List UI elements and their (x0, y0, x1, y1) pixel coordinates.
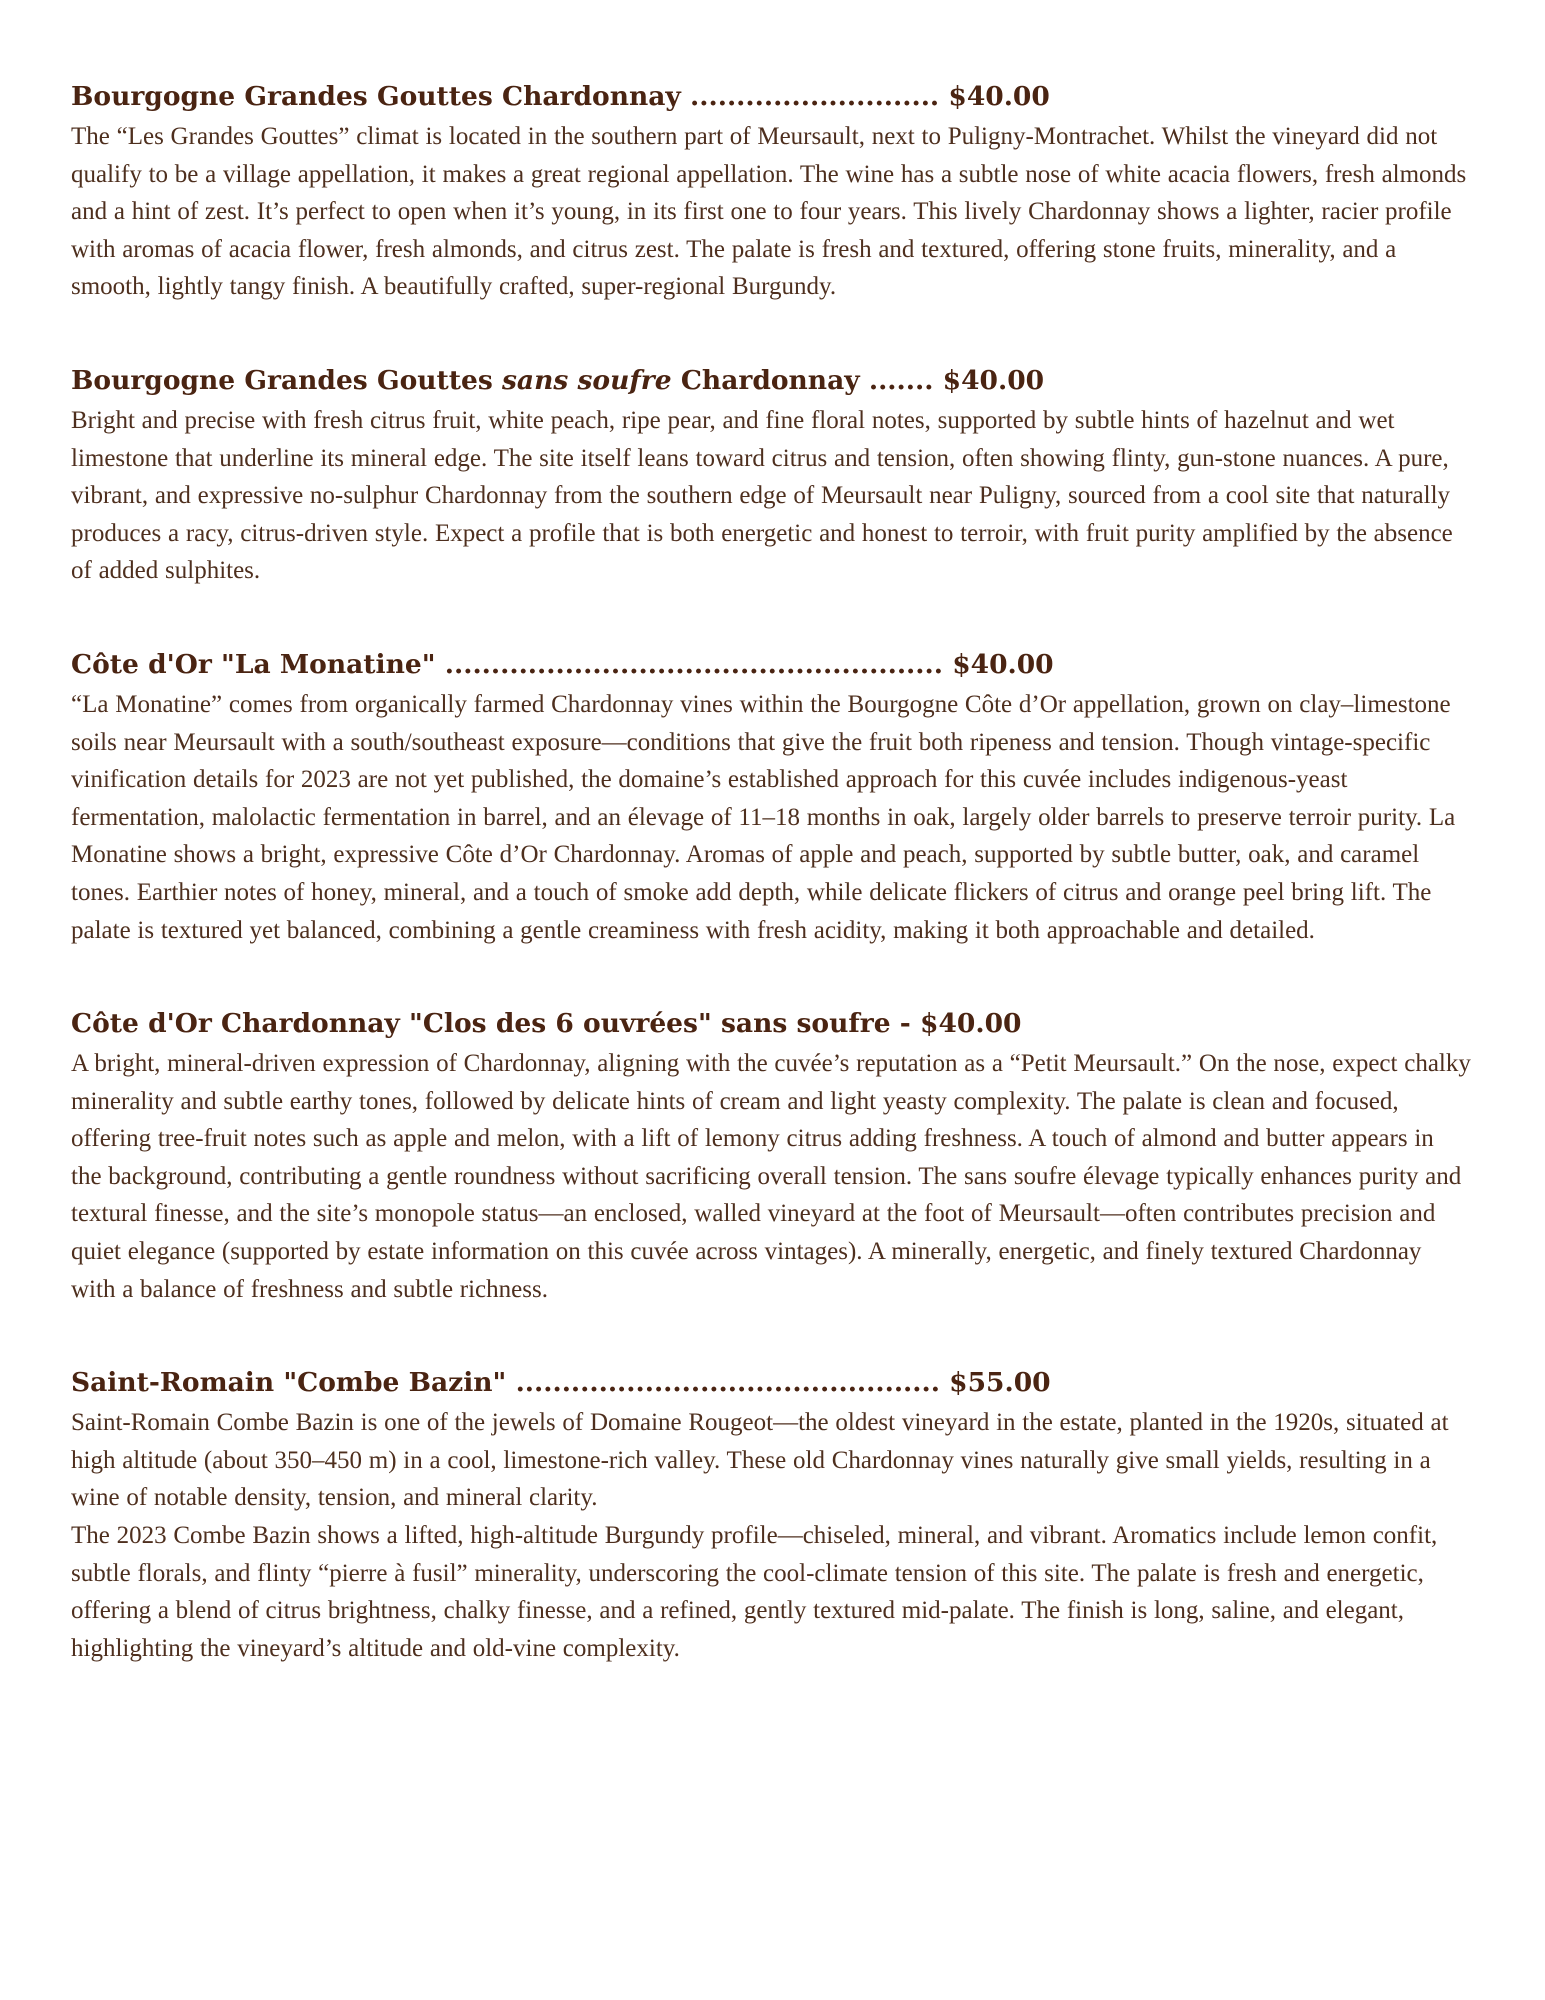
wine-description: Saint-Romain Combe Bazin is one of the jewels of Domaine Rougeot—the oldest vineyard in the estate, planted in the 1920s, situated at high altitude (about 350–450 m) in a cool, limestone-rich valley. These old Chardonnay vines naturally give small yields, resulting in a wine of notable density, tension, and mineral clarity. The 2023 Combe Bazin shows a lifted, high-altitude Burgundy profile—chiseled, mineral, and vibrant. Aromatics include lemon confit, subtle florals, and flinty “pierre à fusil” minerality, underscoring the cool-climate tension of this site. The palate is fresh and energetic, offering a blend of citrus brightness, chalky finesse, and a refined, gently textured mid-palate. The finish is long, saline, and elegant, highlighting the vineyard’s altitude and old-vine complexity. (71, 1409, 1449, 1662)
wine-title: Côte d'Or "La Monatine" ...................................................... $40.00 (71, 648, 1054, 680)
dot-leader: .............................................. (515, 1367, 940, 1399)
wine-title: Saint-Romain "Combe Bazin" .............................................. $55.00 (71, 1367, 1051, 1399)
dot-leader: ...................................................... (444, 648, 943, 680)
wine-entry (71, 1364, 1471, 1667)
wine-price: $40.00 (942, 648, 1054, 680)
dot-leader: ........................... (690, 81, 940, 112)
wine-entry (71, 1005, 1471, 1308)
wine-title: Bourgogne Grandes Gouttes sans soufre Chardonnay ....... $40.00 (71, 364, 1045, 396)
wine-title: Côte d'Or Chardonnay "Clos des 6 ouvrées" sans soufre - $40.00 (71, 1008, 1022, 1040)
wine-entry (71, 78, 1471, 306)
wine-description: A bright, mineral-driven expression of Chardonnay, aligning with the cuvée’s reputation as a “Petit Meursault.” On the nose, expect chalky minerality and subtle earthy tones, followed by delicate hints of cream and light yeasty complexity. The palate is clean and focused, offering tree-fruit notes such as apple and melon, with a lift of lemony citrus adding freshness. A touch of almond and butter appears in the background, contributing a gentle roundness without sacrificing overall tension. The sans soufre élevage typically enhances purity and textural finesse, and the site’s monopole status—an enclosed, walled vineyard at the foot of Meursault—often contributes precision and quiet elegance (supported by estate information on this cuvée across vintages). A minerally, energetic, and finely textured Chardonnay with a balance of freshness and subtle richness. (71, 1050, 1471, 1303)
wine-entry (71, 646, 1471, 949)
wine-price: $40.00 (933, 364, 1045, 396)
wine-title: Bourgogne Grandes Gouttes Chardonnay ........................... $40.00 (71, 81, 1050, 112)
wine-price: $55.00 (939, 1367, 1051, 1399)
dot-leader: ....... (868, 364, 934, 396)
wine-description: Bright and precise with fresh citrus fruit, white peach, ripe pear, and fine floral notes, supported by subtle hints of hazelnut and wet limestone that underline its mineral edge. The site itself leans toward citrus and tension, often showing flinty, gun-stone nuances. A pure, vibrant, and expressive no-sulphur Chardonnay from the southern edge of Meursault near Puligny, sourced from a cool site that naturally produces a racy, citrus-driven style. Expect a profile that is both energetic and honest to terroir, with fruit purity amplified by the absence of added sulphites. (71, 406, 1453, 585)
wine-list-page (71, 78, 1471, 1723)
wine-entry (71, 362, 1471, 590)
wine-description: The “Les Grandes Gouttes” climat is located in the southern part of Meursault, next to Puligny-Montrachet. Whilst the vineyard did not qualify to be a village appellation, it makes a great regional appellation. The wine has a subtle nose of white acacia flowers, fresh almonds and a hint of zest. It’s perfect to open when it’s young, in its first one to four years. This lively Chardonnay shows a lighter, racier profile with aromas of acacia flower, fresh almonds, and citrus zest. The palate is fresh and textured, offering stone fruits, minerality, and a smooth, lightly tangy finish. A beautifully crafted, super-regional Burgundy. (71, 123, 1467, 301)
wine-price: $40.00 (939, 81, 1050, 112)
wine-description: “La Monatine” comes from organically farmed Chardonnay vines within the Bourgogne Côte d’Or appellation, grown on clay–limestone soils near Meursault with a south/southeast exposure—conditions that give the fruit both ripeness and tension. Though vintage-specific vinification details for 2023 are not yet published, the domaine’s established approach for this cuvée includes indigenous-yeast fermentation, malolactic fermentation in barrel, and an élevage of 11–18 months in oak, largely older barrels to preserve terroir purity. La Monatine shows a bright, expressive Côte d’Or Chardonnay. Aromas of apple and peach, supported by subtle butter, oak, and caramel tones. Earthier notes of honey, mineral, and a touch of smoke add depth, while delicate flickers of citrus and orange peel bring lift. The palate is textured yet balanced, combining a gentle creaminess with fresh acidity, making it both approachable and detailed. (71, 690, 1456, 944)
